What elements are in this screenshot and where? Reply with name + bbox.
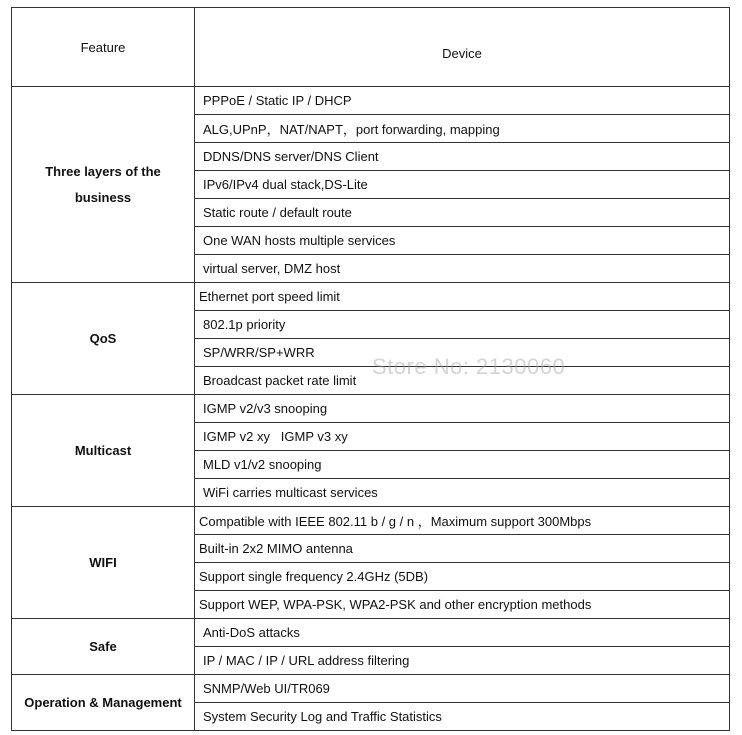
feature-table <box>11 7 730 731</box>
device-cell: SP/WRR/SP+WRR <box>195 339 730 367</box>
device-cell: Static route / default route <box>195 199 730 227</box>
device-cell: Support single frequency 2.4GHz (5DB) <box>195 563 730 591</box>
table-row <box>12 675 730 703</box>
table-row <box>12 507 730 535</box>
device-cell: DDNS/DNS server/DNS Client <box>195 143 730 171</box>
device-cell: virtual server, DMZ host <box>195 255 730 283</box>
device-cell: Support WEP, WPA-PSK, WPA2-PSK and other encryption methods <box>195 591 730 619</box>
device-cell: Compatible with IEEE 802.11 b / g / n ，Maximum support 300Mbps <box>195 507 730 535</box>
device-header: Device <box>195 8 730 87</box>
feature-header: Feature <box>12 8 195 87</box>
device-cell: PPPoE / Static IP / DHCP <box>195 87 730 115</box>
device-cell: Anti-DoS attacks <box>195 619 730 647</box>
table-row <box>12 395 730 423</box>
device-cell: MLD v1/v2 snooping <box>195 451 730 479</box>
feature-cell: Safe <box>12 619 195 675</box>
device-cell: Built-in 2x2 MIMO antenna <box>195 535 730 563</box>
table-row <box>12 283 730 311</box>
feature-cell: WIFI <box>12 507 195 619</box>
feature-cell: Multicast <box>12 395 195 507</box>
table-row <box>12 87 730 115</box>
feature-cell: Operation & Management <box>12 675 195 731</box>
device-cell: Ethernet port speed limit <box>195 283 730 311</box>
header-row <box>12 8 730 87</box>
feature-cell: QoS <box>12 283 195 395</box>
device-cell: IPv6/IPv4 dual stack,DS-Lite <box>195 171 730 199</box>
device-cell: ALG,UPnP，NAT/NAPT，port forwarding, mapping <box>195 115 730 143</box>
device-cell: WiFi carries multicast services <box>195 479 730 507</box>
table-row <box>12 619 730 647</box>
device-cell: IP / MAC / IP / URL address filtering <box>195 647 730 675</box>
device-cell: System Security Log and Traffic Statistics <box>195 703 730 731</box>
feature-cell: Three layers of the business <box>12 87 195 283</box>
device-cell: 802.1p priority <box>195 311 730 339</box>
device-cell: One WAN hosts multiple services <box>195 227 730 255</box>
store-watermark: Store No: 2130060 <box>372 354 566 379</box>
device-cell: SNMP/Web UI/TR069 <box>195 675 730 703</box>
device-cell: IGMP v2 xy IGMP v3 xy <box>195 423 730 451</box>
device-cell: Broadcast packet rate limit <box>195 367 730 395</box>
device-cell: IGMP v2/v3 snooping <box>195 395 730 423</box>
